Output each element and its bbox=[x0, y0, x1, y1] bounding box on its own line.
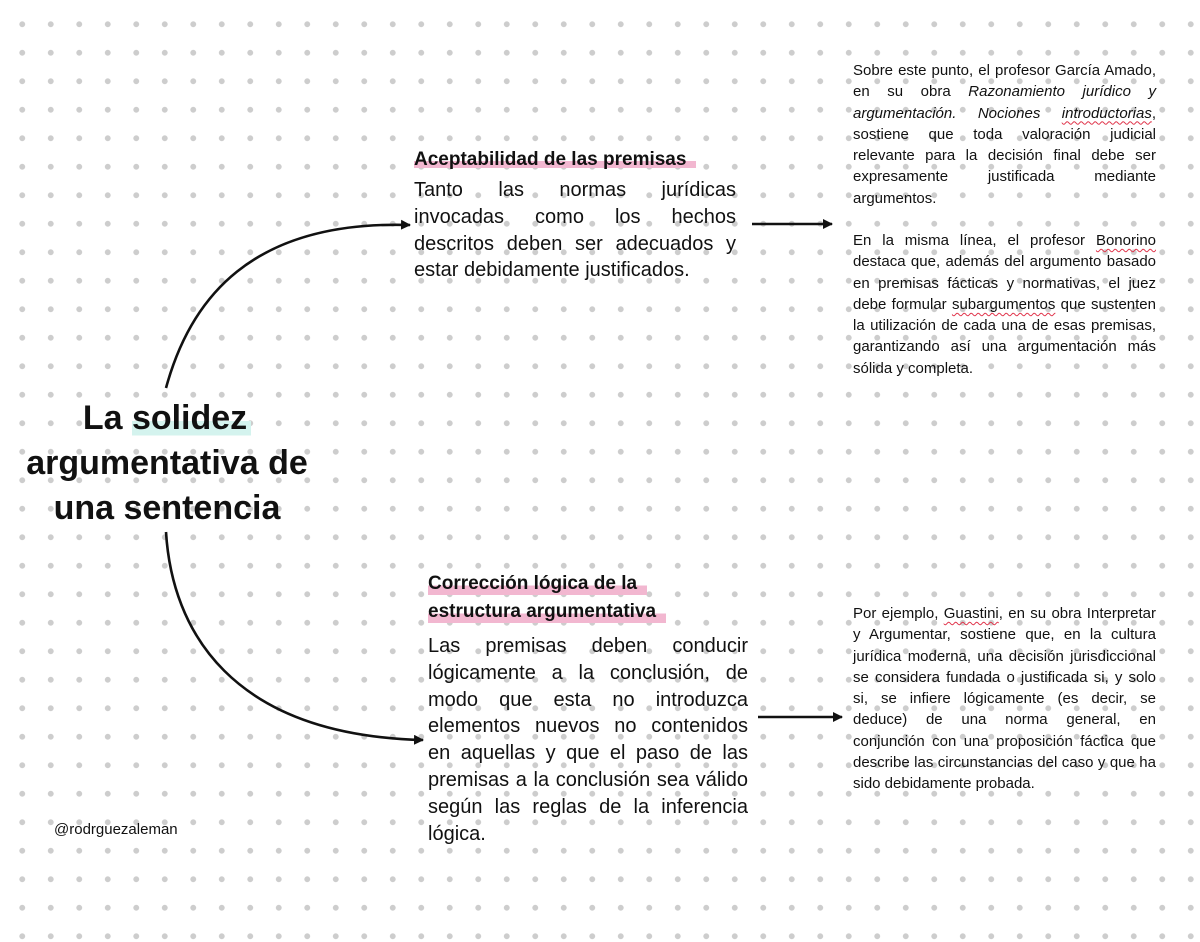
acceptability-note-garcia-amado bbox=[853, 60, 1156, 209]
author-handle: @rodrguezaleman bbox=[54, 821, 178, 838]
acceptability-description: Tanto las normas jurídicas invocadas como los hechos descritos deben ser adecuados y estar debidamente justificados. bbox=[414, 179, 736, 282]
note-segment: En la misma línea, el profesor bbox=[853, 232, 1096, 249]
note-segment-italic-spellcheck: introductorias bbox=[1061, 104, 1152, 122]
arrow-topic-to-acceptability bbox=[166, 225, 410, 388]
note-segment: destaca que, además del argumento basado en premisas fácticas y normativas, el juez debe formular bbox=[853, 253, 1156, 313]
logical-correction-heading-line-1: Corrección lógica de la bbox=[428, 570, 647, 598]
main-topic-prefix: La bbox=[82, 399, 132, 437]
main-topic-highlight: solidez bbox=[132, 399, 251, 437]
note-segment-spellcheck: Guastini bbox=[943, 605, 999, 622]
note-segment-spellcheck: subargumentos bbox=[951, 295, 1056, 313]
main-topic-line-2: argumentativa de bbox=[26, 444, 308, 482]
arrow-topic-to-logical-correction bbox=[166, 532, 423, 740]
note-segment-spellcheck: Bonorino bbox=[1095, 232, 1156, 249]
logical-correction-description: Las premisas deben conducir lógicamente a la conclusión, de modo que esta no introduzca elementos nuevos no contenidos en aquellas y que el paso de las premisas a la conclusión sea válido según las reglas de la inferencia lógica. bbox=[428, 635, 748, 845]
acceptability-heading bbox=[414, 146, 696, 174]
note-segment: Por ejemplo, bbox=[853, 605, 944, 622]
logical-correction-heading-line-2: estructura argumentativa bbox=[428, 598, 666, 626]
main-topic-line-3: una sentencia bbox=[53, 489, 281, 527]
main-topic-title bbox=[22, 396, 312, 531]
main-topic-line-1 bbox=[22, 396, 312, 441]
note-segment: Sobre este punto, el profesor García Amado, en su obra bbox=[853, 62, 1156, 101]
logical-correction-note-guastini bbox=[853, 603, 1156, 795]
logical-correction-heading bbox=[428, 570, 666, 626]
acceptability-note-bonorino bbox=[853, 230, 1156, 379]
note-segment-italic: Razonamiento jurídico y argumentación. Nociones bbox=[853, 83, 1156, 122]
note-segment: , sostiene que toda valoración judicial relevante para la decisión final debe ser expresamente justificada mediante argumentos. bbox=[853, 104, 1156, 207]
acceptability-heading-text: Aceptabilidad de las premisas bbox=[414, 149, 696, 170]
note-segment: que sustenten la utilización de cada una de esas premisas, garantizando así una argumentación más sólida y completa. bbox=[853, 295, 1156, 377]
note-segment: , en su obra Interpretar y Argumentar, sostiene que, en la cultura jurídica moderna, una decisión jurisdiccional se considera fundada o justificada si, y solo si, se infiere lógicamente (es decir, se deduce) de una norma general, en conjunción con una proposición fáctica que describe las circunstancias del caso y que ha sido debidamente probada. bbox=[853, 605, 1157, 793]
